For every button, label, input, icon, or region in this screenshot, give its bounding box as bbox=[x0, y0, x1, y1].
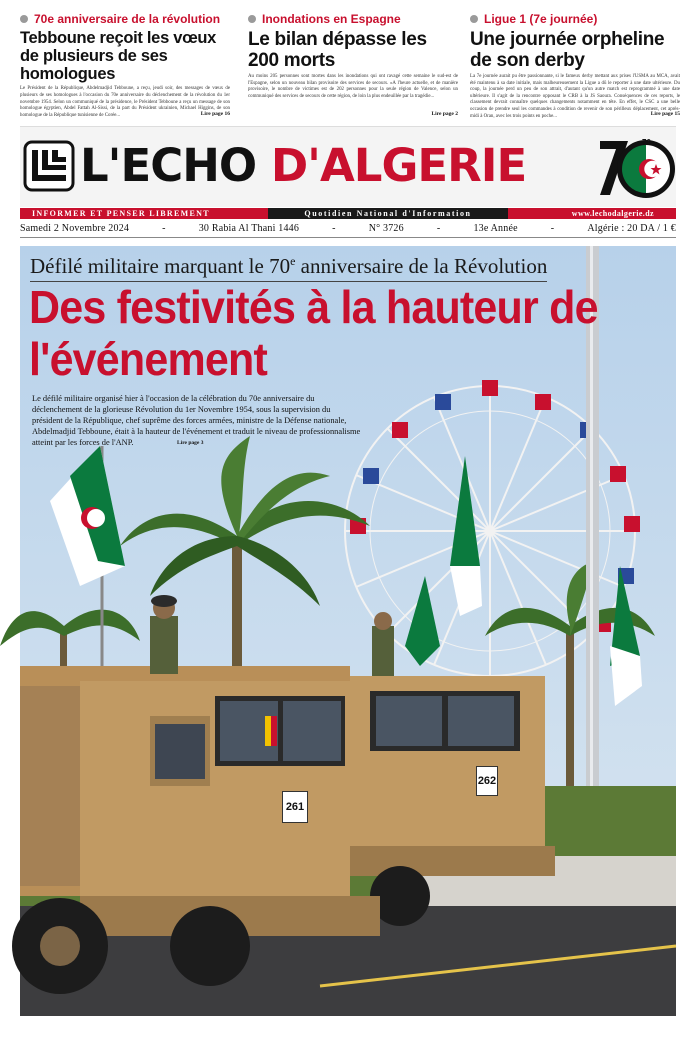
vehicle-plate-261: 261 bbox=[282, 791, 308, 823]
slogan: INFORMER ET PENSER LIBREMENT bbox=[32, 209, 210, 218]
newspaper-title: L'ECHO D'ALGERIE bbox=[80, 139, 527, 192]
newspaper-subtitle: Quotidien National d'Information bbox=[268, 208, 508, 219]
top-teasers bbox=[20, 12, 680, 120]
divider bbox=[20, 237, 676, 238]
teaser-body: Le Président de la République, Abdelmadjid Tebboune, a reçu, jeudi soir, des messages de vœux de plusieurs de ses homologues à l'occasion du 70e anniversaire du déclenchement de la révolution du 1er novembre 1954. Selon un communiqué de la présidence, le Président Tebboune a reçu un message de son homologue égyptien, Abdel Fattah Al-Sissi, de la part du Président ukrainien, Michael Higgins, de son homologue de la République tunisienne de Corée... bbox=[20, 86, 230, 118]
issue-number: N° 3726 bbox=[368, 222, 404, 234]
price: Algérie : 20 DA / 1 € bbox=[587, 222, 676, 234]
teaser-page-ref[interactable]: Lire page 2 bbox=[431, 111, 458, 117]
story-headline[interactable]: Des festivités à la hauteur de l'événement bbox=[29, 282, 598, 386]
bullet-icon bbox=[470, 15, 478, 23]
hijri-date: 30 Rabia Al Thani 1446 bbox=[198, 222, 300, 234]
teaser-page-ref[interactable]: Lire page 15 bbox=[650, 111, 680, 117]
bullet-icon bbox=[20, 15, 28, 23]
story-supertitle: Défilé militaire marquant le 70e anniversaire de la Révolution bbox=[30, 254, 547, 282]
vehicle-plate-262: 262 bbox=[476, 766, 498, 796]
separator: - bbox=[550, 222, 555, 234]
website-link[interactable]: www.lechodalgerie.dz bbox=[571, 209, 654, 218]
teaser-headline: Une journée orpheline de son derby bbox=[470, 29, 665, 71]
separator: - bbox=[332, 222, 336, 234]
teaser-kicker: 70e anniversaire de la révolution bbox=[20, 12, 230, 26]
teaser-ligue1[interactable] bbox=[470, 12, 680, 119]
svg-text:70: 70 bbox=[642, 138, 651, 147]
bullet-icon bbox=[248, 15, 256, 23]
teaser-floods[interactable] bbox=[248, 12, 458, 117]
story-page-ref[interactable]: Lire page 3 bbox=[177, 440, 204, 446]
masthead bbox=[20, 126, 676, 207]
teaser-headline: Tebboune reçoit les vœux de plusieurs de ses homologues bbox=[20, 29, 217, 83]
anniversary-70-badge bbox=[598, 133, 672, 201]
dateline bbox=[20, 221, 676, 235]
teaser-kicker: Inondations en Espagne bbox=[248, 12, 458, 26]
publication-year: 13e Année bbox=[473, 222, 518, 234]
issue-date: Samedi 2 Novembre 2024 bbox=[20, 222, 130, 234]
newspaper-logo-icon bbox=[24, 141, 74, 191]
story-lead: Le défilé militaire organisé hier à l'occasion de la célébration du 70e anniversaire du déclenchement de la glorieuse Révolution du 1er Novembre 1954, sous la supervision du président de la République, chef suprême des forces armées, ministre de la Défense nationale, Abdelmadjid Tebboune, était à la hauteur de l'événement et traduit le niveau de professionnalisme atteint par les forces de l'ANP. bbox=[32, 394, 361, 447]
separator: - bbox=[162, 222, 166, 234]
separator: - bbox=[436, 222, 441, 234]
teaser-kicker: Ligue 1 (7e journée) bbox=[470, 12, 680, 26]
slogan-bar bbox=[20, 208, 676, 219]
main-story[interactable] bbox=[20, 246, 676, 1016]
teaser-body: Au moins 205 personnes sont mortes dans les inondations qui ont ravagé cette semaine le sud-est de l'Espagne, selon un nouveau bilan provisoire des services de secours. «A l'heure actuelle, et de manière provisoire, le nombre de victimes est de 202 personnes pour la seule région de Valence, selon un communiqué des services de secours de cette région, de loin la plus endeuillée par la tragédie... bbox=[248, 74, 458, 99]
teaser-page-ref[interactable]: Lire page 16 bbox=[200, 111, 230, 117]
teaser-revolution[interactable] bbox=[20, 12, 230, 118]
teaser-headline: Le bilan dépasse les 200 morts bbox=[248, 29, 427, 71]
teaser-body: La 7e journée aurait pu être passionnante, si le fameux derby mettant aux prises l'USMA au MCA, avait été maintenu à sa date initiale, mais malheureusement la Ligue a dû le reporter à une date ultérieure. Du coup, la journée perd un peu de son attrait, d'autant qu'un autre match est reprogrammé à une date ultérieure. Il s'agit de la rencontre opposant le CRB à la JS Saoura. Conséquences de ces reports, le classement devrait connaître quelques changements notamment en tête. En effet, le CSC a une belle occasion de prendre seul les commandes à condition de revenir de son périlleux déplacement, cet après-midi à Oran, avec les trois points en poche... bbox=[470, 74, 680, 119]
